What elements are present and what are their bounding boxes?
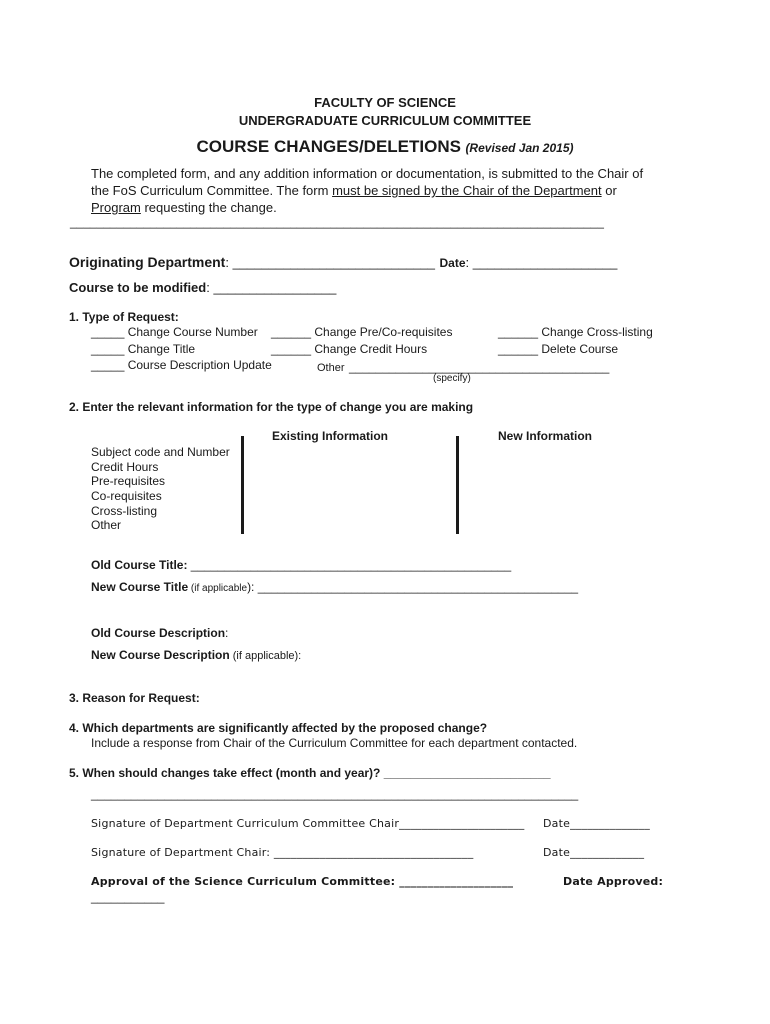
section-4-heading: 4. Which departments are significantly affected by the proposed change? [69,721,488,735]
row-other: Other [91,518,122,532]
separator-rule: ________________________________________________________________________________ [70,215,604,229]
old-course-title-row [91,556,511,574]
row-cross-listing: Cross-listing [91,504,158,518]
committee-heading: UNDERGRADUATE CURRICULUM COMMITTEE [238,113,532,128]
old-description-row [91,624,228,642]
other-field[interactable]: _______________________________________ [348,360,610,374]
section-3-heading: 3. Reason for Request: [69,691,200,705]
course-modified-field[interactable]: : _________________ [206,280,337,295]
intro-program: Program [91,200,141,215]
old-description-label: Old Course Description [91,626,226,640]
form-title [0,137,770,157]
form-title-text: COURSE CHANGES/DELETIONS [196,137,461,156]
revised-note: (Revised Jan 2015) [465,141,574,155]
row-credit-hours: Credit Hours [91,460,159,474]
other-label: Other [317,362,345,374]
section-5-heading[interactable]: 5. When should changes take effect (month and year)? _________________________ [69,766,551,780]
originating-department-field[interactable]: : ____________________________ [225,255,436,270]
column-divider-right [456,436,459,534]
section-4-note: Include a response from Chair of the Curriculum Committee for each department contacted. [91,736,578,750]
intro-text: the FoS Curriculum Committee. The form [91,183,333,198]
originating-row [69,254,617,272]
date-field[interactable]: : ____________________ [465,255,618,270]
section-5-rule[interactable]: _________________________________________________________________________ [91,787,579,801]
option-change-course-number[interactable]: _____ Change Course Number [91,325,258,339]
intro-line-2 [91,183,617,198]
new-description-row [91,646,301,664]
signature-department-chair[interactable]: Signature of Department Chair: ___________________________________ [91,846,474,859]
option-description-update[interactable]: _____ Course Description Update [91,358,272,372]
option-change-cross-listing[interactable]: ______ Change Cross-listing [498,325,653,339]
new-description-label: New Course Description [91,648,230,662]
faculty-heading: FACULTY OF SCIENCE [314,95,456,110]
column-divider-left [241,436,244,534]
intro-text-end: requesting the change. [140,200,277,215]
intro-line-1: The completed form, and any addition information or documentation, is submitted to the Chair of [91,166,644,181]
section-2-heading: 2. Enter the relevant information for the type of change you are making [69,400,474,414]
option-delete-course[interactable]: ______ Delete Course [498,342,619,356]
new-course-title-note: (if applicable [188,583,248,594]
originating-department-label: Originating Department [69,254,226,270]
old-course-title-label: Old Course Title: [91,558,188,572]
intro-text-or: or [601,183,617,198]
row-prerequisites: Pre-requisites [91,474,166,488]
date-department-chair[interactable]: Date_____________ [543,846,645,859]
date-approved-field[interactable]: ___________ [91,890,165,904]
new-course-title-row [91,578,578,596]
existing-info-header: Existing Information [272,429,389,443]
option-change-title[interactable]: _____ Change Title [91,342,196,356]
signature-curriculum-chair[interactable]: Signature of Department Curriculum Committee Chair______________________ [91,817,525,830]
old-description-colon: : [225,626,229,640]
row-corequisites: Co-requisites [91,489,162,503]
option-change-prereqs[interactable]: ______ Change Pre/Co-requisites [271,325,453,339]
new-course-title-label: New Course Title [91,580,189,594]
new-course-title-field[interactable]: ): ________________________________________________ [247,580,579,594]
new-info-header: New Information [498,429,593,443]
section-1-heading: 1. Type of Request: [69,310,179,324]
date-curriculum-chair[interactable]: Date______________ [543,817,650,830]
specify-hint: (specify) [433,373,471,384]
date-approved-label: Date Approved: [563,875,664,888]
course-modified-row [69,279,336,297]
row-subject-code: Subject code and Number [91,445,230,459]
intro-line-3 [91,200,277,215]
old-course-title-field[interactable]: ________________________________________________ [187,558,512,572]
date-label: Date [439,256,466,270]
new-description-note: (if applicable): [229,650,302,662]
approval-committee[interactable]: Approval of the Science Curriculum Committee: ____________________ [91,875,514,888]
intro-signature-requirement: must be signed by the Chair of the Department [332,183,602,198]
course-modified-label: Course to be modified [69,280,207,295]
option-change-credit-hours[interactable]: ______ Change Credit Hours [271,342,428,356]
